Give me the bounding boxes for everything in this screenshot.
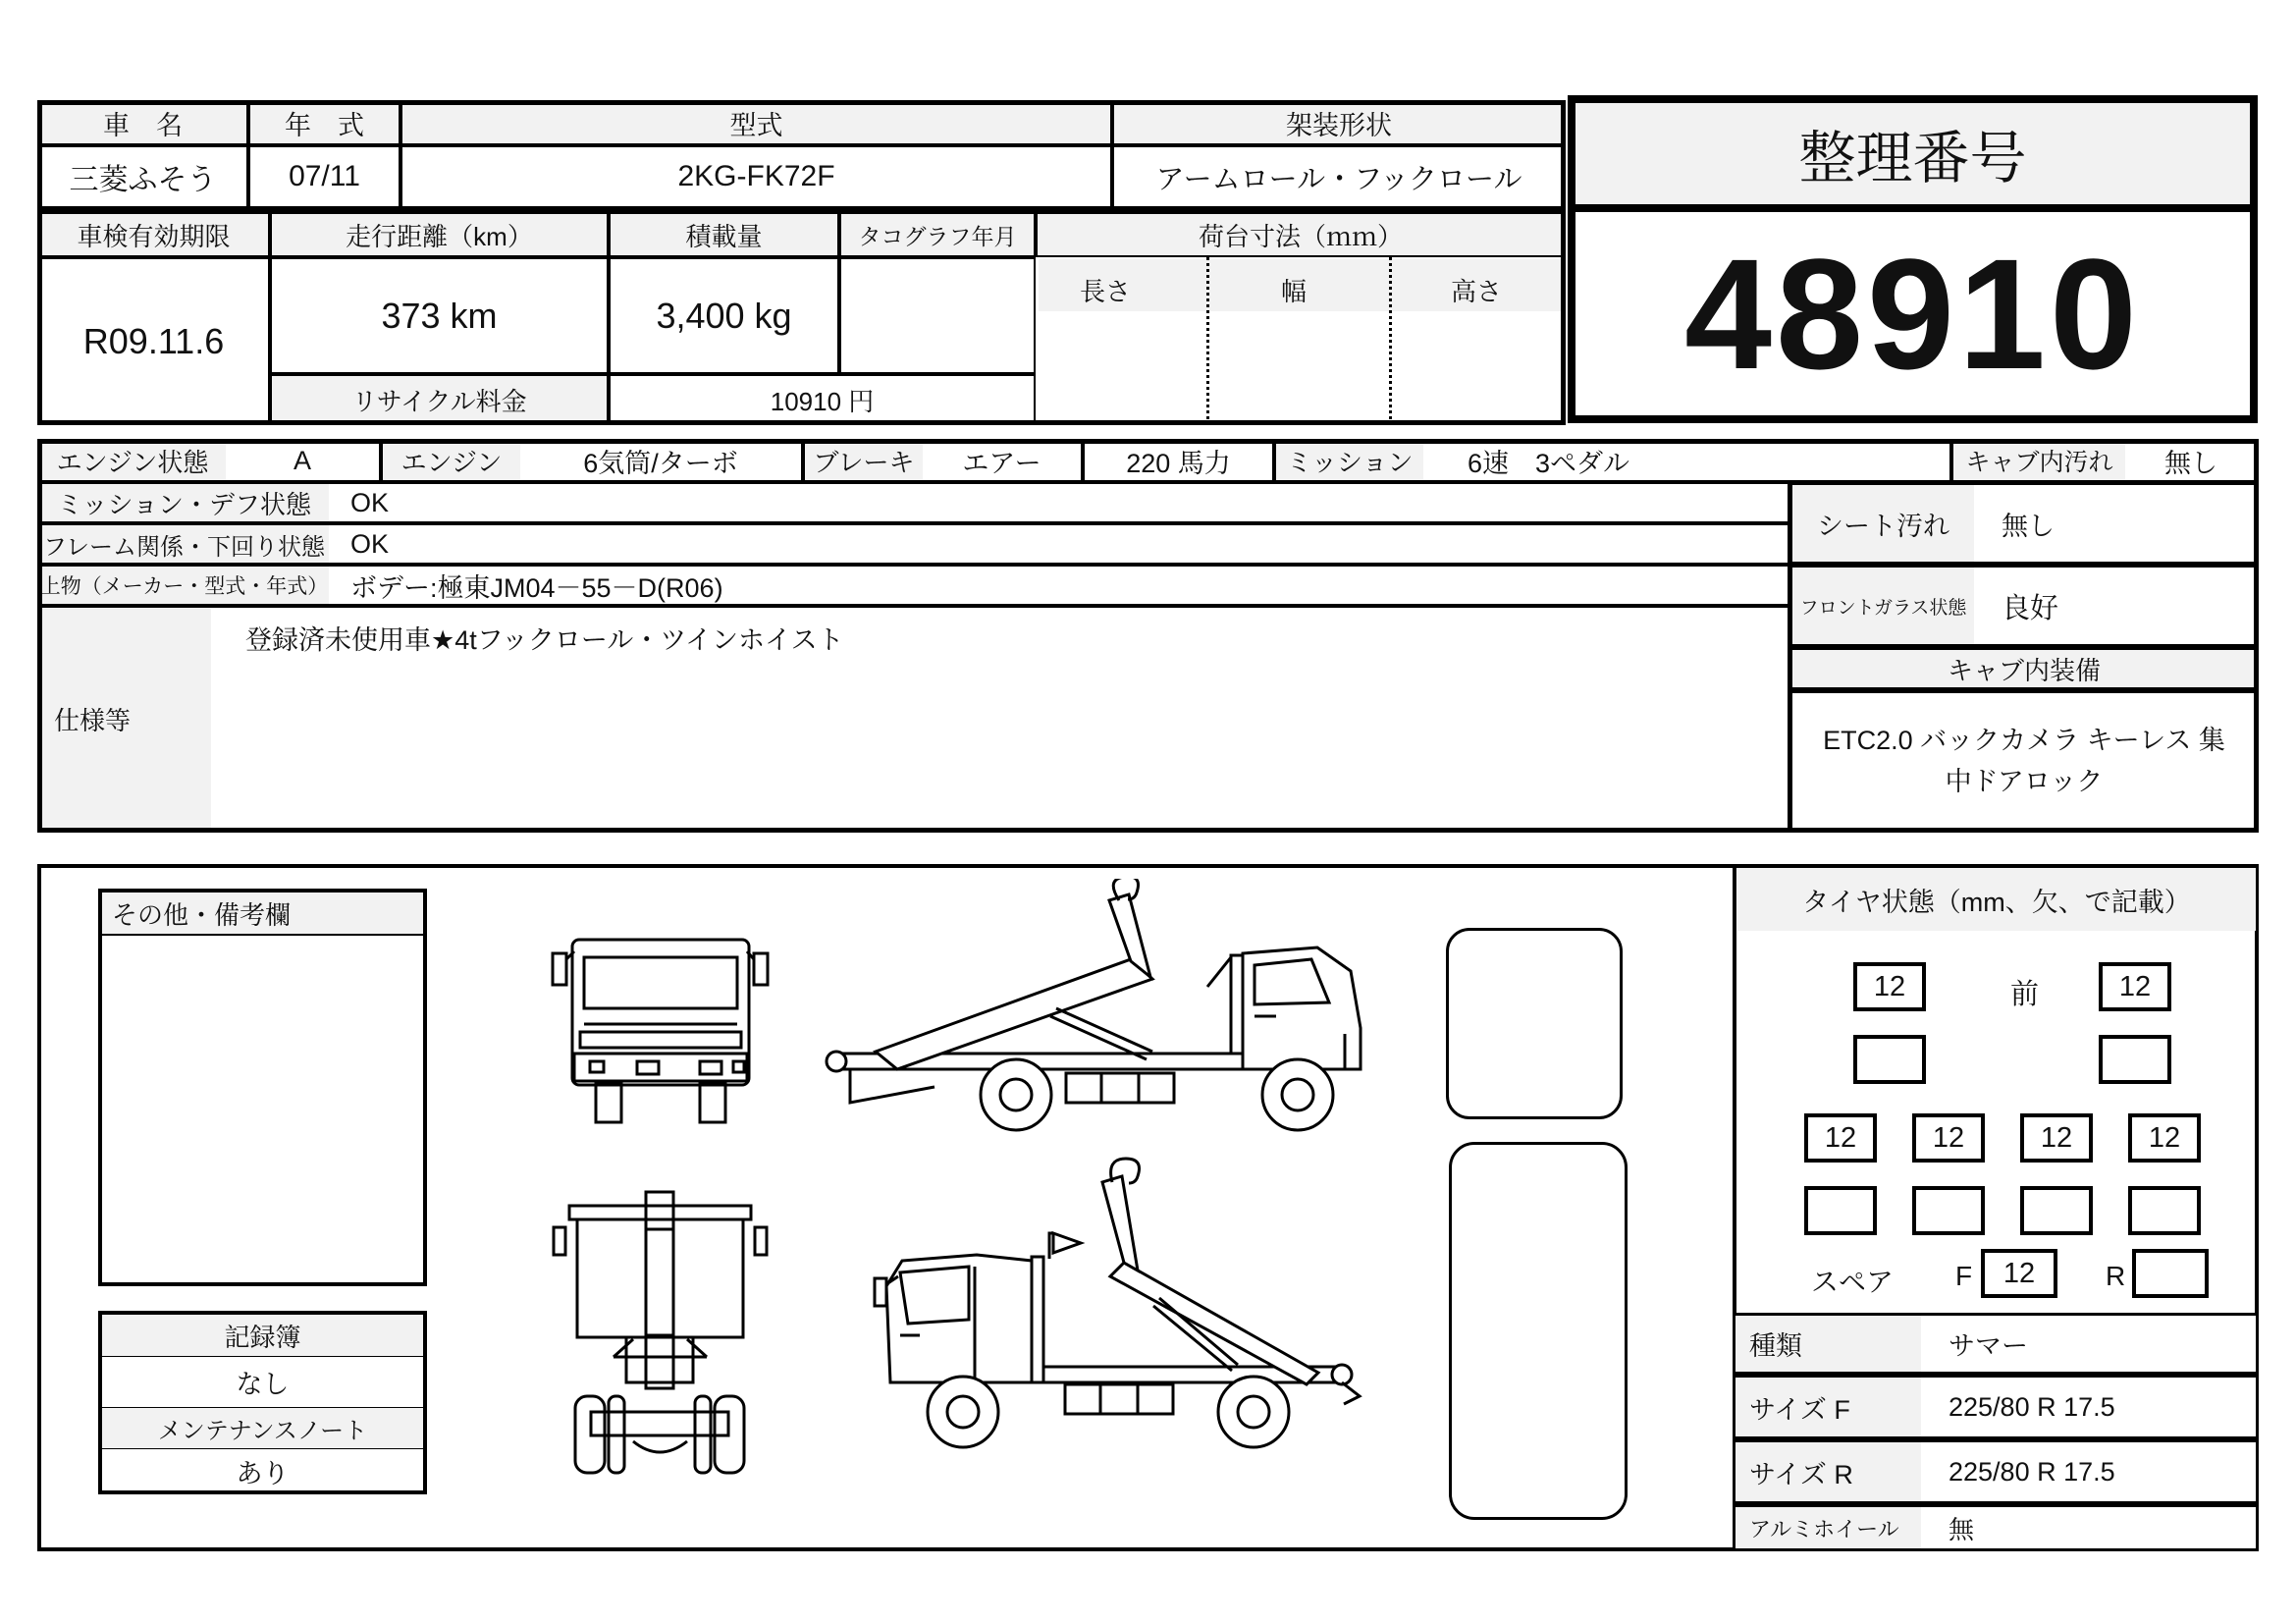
- windshield-value: 良好: [2002, 592, 2059, 624]
- body-maker-value: ボデー:極東JM04－55－D(R06): [350, 572, 723, 603]
- tire-front-right-box-2: [2099, 1035, 2171, 1084]
- tire-size-f-label: サイズ F: [1735, 1378, 1921, 1436]
- vehicle-year-header: 年 式: [248, 100, 400, 145]
- spare-f-box: 12: [1981, 1249, 2057, 1298]
- mission-diff-row: [37, 482, 1789, 523]
- record-book-header: 記録簿: [102, 1315, 423, 1357]
- tire-rear-box-1: 12: [1804, 1113, 1877, 1163]
- inspection-header: 車検有効期限: [37, 212, 270, 257]
- cab-dirt-cell: [1951, 439, 2259, 482]
- cab-equipment-header: キャブ内装備: [1789, 647, 2259, 690]
- vehicle-name-value: 三菱ふそう: [37, 145, 248, 208]
- tire-rear2-box-2: [1912, 1186, 1985, 1235]
- tire-rear2-box-4: [2128, 1186, 2201, 1235]
- engine-state-cell: [37, 439, 381, 482]
- recycle-fee-value: 10910 円: [609, 374, 1036, 425]
- remarks-header: その他・備考欄: [102, 893, 423, 936]
- tire-front-right-box: 12: [2099, 962, 2171, 1011]
- vehicle-name-header: 車 名: [37, 100, 248, 145]
- capacity-value: 3,400 kg: [609, 257, 839, 374]
- tire-size-f-value: 225/80 R 17.5: [1949, 1391, 2115, 1422]
- body-maker-row: [37, 565, 1789, 606]
- bed-height-label: 高さ: [1451, 277, 1503, 306]
- tire-type-row: [1733, 1313, 2259, 1375]
- cab-equipment-value: ETC2.0 バックカメラ キーレス 集中ドアロック: [1823, 726, 2225, 796]
- spare-r-box: [2132, 1249, 2209, 1298]
- record-book-value: なし: [102, 1357, 423, 1407]
- cab-dirt-label: キャブ内汚れ: [1953, 441, 2125, 480]
- engine-state-label: エンジン状態: [39, 441, 226, 480]
- transmission-value: 6速 3ペダル: [1468, 448, 1630, 478]
- spare-r-label: R: [2106, 1261, 2126, 1291]
- bed-width-label: 幅: [1281, 277, 1308, 306]
- container-top-view-long: [1449, 1142, 1628, 1520]
- mission-diff-label: ミッション・デフ状態: [39, 484, 329, 521]
- spare-f-label: F: [1955, 1261, 1973, 1291]
- capacity-header: 積載量: [609, 212, 839, 257]
- tire-type-value: サマー: [1949, 1331, 2028, 1361]
- inspection-value: R09.11.6: [37, 257, 270, 425]
- spare-label: スペア: [1811, 1267, 1895, 1297]
- tire-front-left-box: 12: [1853, 962, 1926, 1011]
- frame-value: OK: [350, 528, 390, 559]
- tire-front-left-box-2: [1853, 1035, 1926, 1084]
- container-top-view-short: [1446, 928, 1623, 1119]
- serial-number-value: 48910: [1571, 208, 2255, 420]
- spec-value: 登録済未使用車★4tフックロール・ツインホイスト: [245, 625, 844, 655]
- power-value: 220 馬力: [1083, 439, 1274, 482]
- truck-front-view-drawing: [545, 928, 775, 1129]
- remarks-box-border: [98, 889, 427, 1286]
- truck-side-view-left-drawing: [829, 1139, 1369, 1463]
- vehicle-model-header: 型式: [400, 100, 1112, 145]
- seat-dirt-value: 無し: [2002, 511, 2055, 541]
- tachograph-header: タコグラフ年月: [839, 212, 1036, 257]
- transmission-cell: [1274, 439, 1951, 482]
- body-shape-value: アームロール・フックロール: [1112, 145, 1566, 208]
- frame-row: [37, 523, 1789, 565]
- alloy-wheel-label: アルミホイール: [1735, 1507, 1921, 1548]
- transmission-label: ミッション: [1276, 441, 1423, 480]
- cab-dirt-value: 無し: [2164, 448, 2217, 478]
- bed-dimensions-header: 荷台寸法（ｍｍ）: [1036, 212, 1566, 257]
- bed-dim-divider: [1206, 257, 1209, 425]
- body-shape-header: 架装形状: [1112, 100, 1566, 145]
- truck-side-view-right-drawing: [815, 879, 1364, 1149]
- vehicle-model-value: 2KG-FK72F: [400, 145, 1112, 208]
- vehicle-year-value: 07/11: [248, 145, 400, 208]
- bed-length-label: 長さ: [1080, 277, 1132, 306]
- tire-size-r-value: 225/80 R 17.5: [1949, 1456, 2115, 1487]
- tire-rear-box-2: 12: [1912, 1113, 1985, 1163]
- bed-dim-divider: [1389, 257, 1392, 425]
- seat-dirt-cell: [1789, 482, 2259, 565]
- mileage-header: 走行距離（km）: [270, 212, 609, 257]
- recycle-fee-header: リサイクル料金: [270, 374, 609, 425]
- tire-state-header: タイヤ状態（mm、欠、で記載）: [1737, 868, 2256, 931]
- tire-size-r-label: サイズ R: [1735, 1442, 1921, 1501]
- tire-rear-box-3: 12: [2020, 1113, 2093, 1163]
- tire-rear2-box-1: [1804, 1186, 1877, 1235]
- cab-equipment-cell: [1789, 690, 2259, 833]
- tire-rear2-box-3: [2020, 1186, 2093, 1235]
- tire-rear-box-4: 12: [2128, 1113, 2201, 1163]
- front-axle-label: 前: [2010, 979, 2040, 1010]
- body-maker-label: 上物（メーカー・型式・年式）: [39, 567, 329, 604]
- truck-rear-view-drawing: [540, 1188, 780, 1483]
- brake-cell: [803, 439, 1083, 482]
- engine-cell: [381, 439, 803, 482]
- alloy-wheel-value: 無: [1949, 1514, 1975, 1544]
- tire-type-label: 種類: [1735, 1316, 1921, 1372]
- seat-dirt-label: シート汚れ: [1792, 485, 1974, 562]
- tachograph-value: [839, 257, 1036, 374]
- engine-state-value: A: [293, 445, 311, 475]
- maintenance-value: あり: [102, 1449, 423, 1492]
- frame-label: フレーム関係・下回り状態: [39, 525, 329, 563]
- windshield-label: フロントガラス状態: [1792, 568, 1974, 644]
- tire-size-f-row: [1733, 1375, 2259, 1439]
- brake-value: エアー: [962, 448, 1041, 478]
- tire-size-r-row: [1733, 1439, 2259, 1504]
- maintenance-header: メンテナンスノート: [102, 1407, 423, 1449]
- engine-label: エンジン: [383, 441, 520, 480]
- spec-label: 仕様等: [40, 609, 211, 830]
- mileage-value: 373 km: [270, 257, 609, 374]
- serial-number-header: 整理番号: [1571, 98, 2255, 208]
- engine-value: 6気筒/ターボ: [583, 448, 738, 478]
- mission-diff-value: OK: [350, 487, 390, 517]
- alloy-wheel-row: [1733, 1504, 2259, 1551]
- brake-label: ブレーキ: [805, 441, 923, 480]
- windshield-cell: [1789, 565, 2259, 647]
